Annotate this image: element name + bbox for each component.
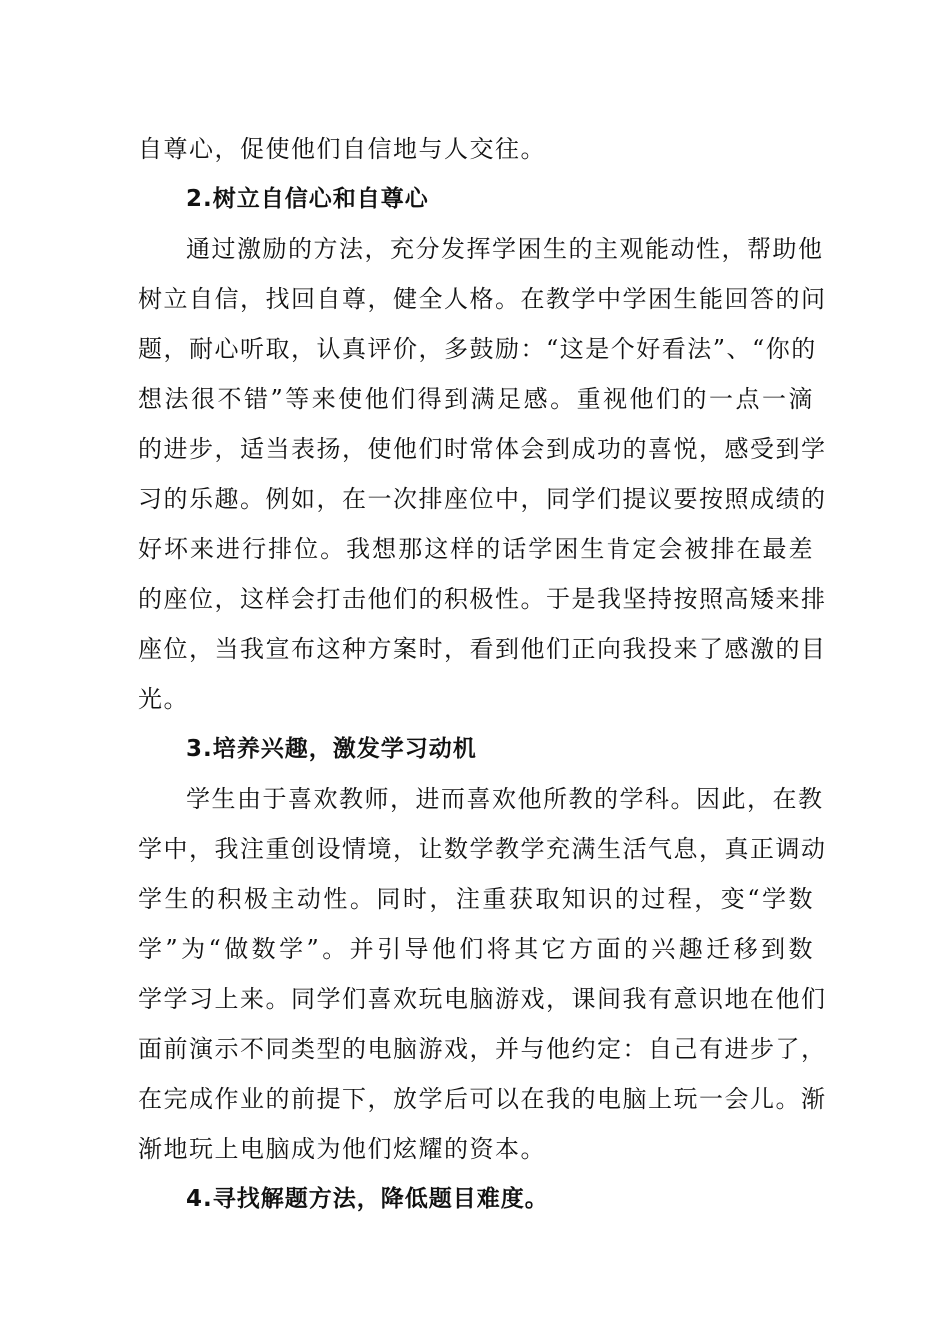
paragraph-line: 座位，当我宣布这种方案时，看到他们正向我投来了感激的目 — [138, 635, 827, 663]
paragraph-line: 光。 — [138, 685, 189, 713]
section-heading: 3.培养兴趣，激发学习动机 — [186, 736, 477, 762]
paragraph-line: 的座位，这样会打击他们的积极性。于是我坚持按照高矮来排 — [138, 585, 827, 613]
paragraph-line: 树立自信，找回自尊，健全人格。在教学中学困生能回答的问 — [138, 285, 827, 313]
paragraph-line: 习的乐趣。例如，在一次排座位中，同学们提议要按照成绩的 — [138, 485, 827, 513]
paragraph-line: 想法很不错”等来使他们得到满足感。重视他们的一点一滴 — [138, 385, 814, 413]
paragraph-line: 学中，我注重创设情境，让数学教学充满生活气息，真正调动 — [138, 835, 827, 863]
paragraph-line: 渐地玩上电脑成为他们炫耀的资本。 — [138, 1135, 546, 1163]
paragraph-line: 学生的积极主动性。同时，注重获取知识的过程，变“学数 — [138, 885, 814, 913]
paragraph-line: 学”为“做数学”。并引导他们将其它方面的兴趣迁移到数 — [138, 935, 814, 963]
paragraph-line: 的进步，适当表扬，使他们时常体会到成功的喜悦，感受到学 — [138, 435, 827, 463]
section-heading: 4.寻找解题方法，降低题目难度。 — [186, 1186, 549, 1212]
section-heading: 2.树立自信心和自尊心 — [186, 186, 429, 212]
paragraph-line: 好坏来进行排位。我想那这样的话学困生肯定会被排在最差 — [138, 535, 814, 563]
paragraph-line: 面前演示不同类型的电脑游戏，并与他约定：自己有进步了， — [138, 1035, 827, 1063]
paragraph-line: 学生由于喜欢教师，进而喜欢他所教的学科。因此，在教 — [186, 785, 824, 813]
paragraph-line: 在完成作业的前提下，放学后可以在我的电脑上玩一会儿。渐 — [138, 1085, 827, 1113]
paragraph-line: 学学习上来。同学们喜欢玩电脑游戏，课间我有意识地在他们 — [138, 985, 827, 1013]
paragraph-line: 题，耐心听取，认真评价，多鼓励：“这是个好看法”、“你的 — [138, 335, 817, 363]
paragraph-line: 通过激励的方法，充分发挥学困生的主观能动性，帮助他 — [186, 235, 824, 263]
paragraph-line: 自尊心，促使他们自信地与人交往。 — [138, 135, 546, 163]
document-page — [138, 124, 827, 1224]
